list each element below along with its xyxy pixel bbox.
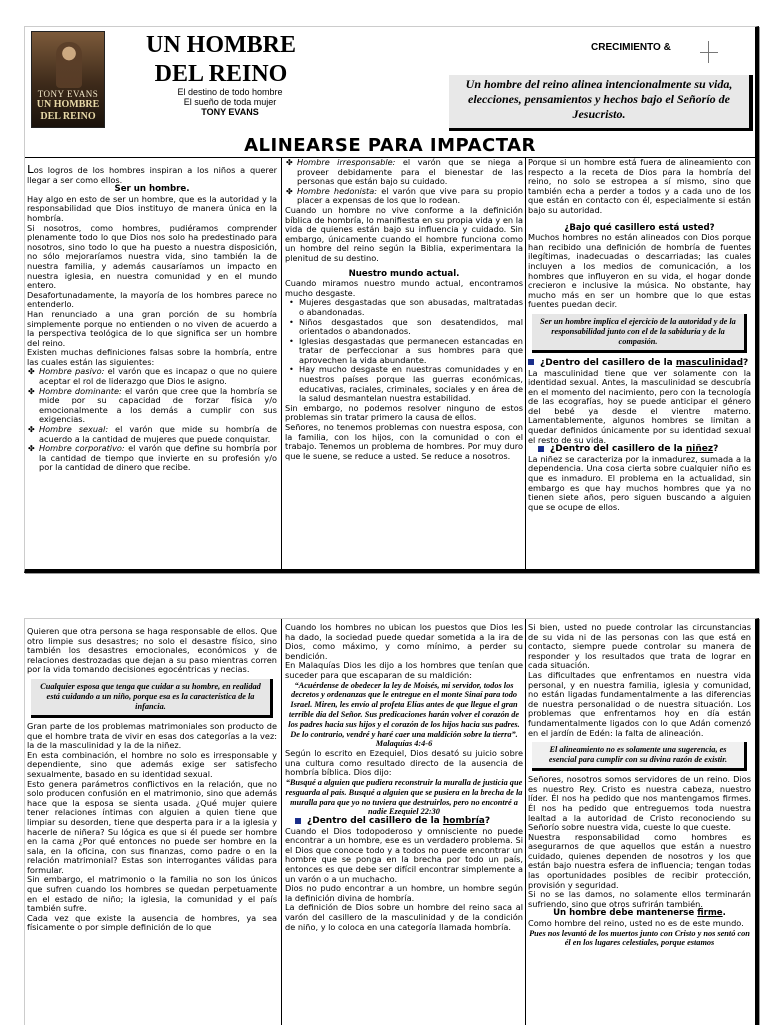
page-header (25, 27, 755, 139)
heading-text: ? (743, 357, 749, 368)
bullet-text: Hay mucho desgaste en nuestras comunidades y en nuestros países porque las guerras económicas, educativas, raciales, criminales, sociales y en área de la salud desmantelan nuestra estabilidad. (299, 364, 523, 404)
false-definition-item (27, 367, 277, 386)
diamond-bullet-icon: ✤ (28, 444, 35, 454)
false-definition-item (27, 425, 277, 444)
subtitle-line-1: El destino de todo hombre (177, 87, 283, 97)
definition-text: el varón que mide su hombría de acuerdo a la cantidad de mujeres que puede conquistar. (39, 424, 277, 444)
heading-text: ? (484, 816, 491, 827)
false-definition-item (27, 444, 277, 473)
paragraph: Muchos hombres no están alineados con Dios porque han recibido una definición de hombría de fuentes ilegítimas, inadecuadas o descarriadas; las cuales incluyen a los medios de comunicación, a los hombres que influyeron en su vida, el hogar donde crecieron e inclusive la música. No obstante, hay mucho más en ser un hombre que lo que estas fuentes puedan decir. (528, 232, 751, 310)
diamond-bullet-icon: ✤ (28, 367, 35, 377)
page2-column-1 (27, 627, 277, 1025)
heading-text: ? (713, 444, 719, 455)
main-title: ALINEARSE PARA IMPACTAR (244, 135, 536, 156)
column-divider-2 (525, 619, 526, 1025)
heading-text: . (722, 908, 726, 919)
book-cover-image (31, 31, 105, 128)
definition-text: el varón que define su hombría por la cantidad de tiempo que invierte en su profesión y/o por la cantidad de dinero que recibe. (39, 443, 277, 473)
paragraph: La definición de Dios sobre un hombre del reino saca al varón del casillero de la masculinidad y de la condición de niño, y lo coloca en una categoría llamada hombría. (285, 902, 523, 932)
bullet-item (285, 318, 523, 337)
definition-term: Hombre hedonista: (297, 185, 378, 196)
paragraph: Si bien, usted no puede controlar las circunstancias de su vida ni de las personas con las que está en contacto, siempre puede controlar su manera de responder y los resultados que trata de lograr en cada situación. (528, 623, 751, 671)
tagline-box: Un hombre del reino alinea intencionalmente su vida, elecciones, pensamientos y hechos bajo el Señorío de Jesucristo. (449, 75, 753, 131)
definition-text: el varón que cree que la hombría se mide por su capacidad de forzar física y/o emocionalmente a los demás a cumplir con sus exigencias. (39, 385, 277, 425)
paragraph: Como hombre del reino, usted no es de este mundo. (528, 918, 744, 929)
definition-text: el varón que se niega a proveer debidamente para el bienestar de las personas que están bajo su cuidado. (297, 158, 523, 187)
page2-column-3 (528, 623, 751, 1025)
paragraph: La niñez se caracteriza por la inmadurez, sumada a la dependencia. Una cosa cierta sobre cualquier niño es que es inmaduro. El problema en la actualidad, sin embargo es que hay muchos hombres que ya no tienen siete años, pero siguen buscando a alguien que se ocupe de ellos. (528, 453, 751, 512)
paragraph: Sin embargo, no podemos resolver ninguno de estos problemas sin tratar primero la causa de ellos. (285, 402, 523, 423)
paragraph: En Malaquías Dios les dijo a los hombres que tenían que suceder para que escaparan de su maldición: (285, 660, 523, 680)
subtitle-line-2: El sueño de toda mujer (183, 97, 277, 107)
drop-cap: L (27, 165, 34, 176)
bullet-item (285, 337, 523, 366)
heading-text: ¿Dentro del casillero de la (307, 816, 443, 827)
heading-ser-un-hombre: Ser un hombre. (114, 184, 190, 195)
diamond-bullet-icon: ✤ (28, 425, 35, 435)
page1-column-3 (528, 158, 751, 569)
paragraph: Señores, nosotros somos servidores de un reino. Dios es nuestro Rey. Cristo es nuestra cabeza, nuestro líder. Él nos ha pedido que nos mantengamos firmes. Él nos ha pedido que entreguemos toda nuestra lealtad a la autoridad de Cristo reconociendo su Señorío sobre nuestra vida, cueste lo que cueste. (528, 774, 751, 833)
paragraph: Han renunciado a una gran porción de su hombría simplemente porque no entienden o no viven de acuerdo a la perspectiva teológica de lo que significa ser un hombre del reino. (27, 308, 277, 348)
page1-column-1 (27, 165, 277, 569)
paragraph: Si no se las damos, no solamente ellos terminarán sufriendo, sino que otros sufrirán también. (528, 889, 751, 909)
paragraph: Existen muchas definiciones falsas sobre la hombría, entre las cuales están las siguientes: (27, 347, 277, 367)
paragraph: Según lo escrito en Ezequiel, Dios desató su juicio sobre una cultura como resultado directo de la ausencia de hombría bíblica. Dios dijo: (285, 748, 523, 778)
bullet-icon: • (289, 297, 294, 308)
heading-underlined: masculinidad (675, 357, 744, 368)
heading-bajo-que-casillero: ¿Bajo qué casillero está usted? (564, 222, 715, 233)
false-definition-item (285, 187, 523, 206)
paragraph: La masculinidad tiene que ver solamente con la identidad sexual. Antes, la masculinidad se descubría en el momento del nacimiento, pero con la tecnología de las ecografías, hoy se puede anticipar el género del bebé ya desde el vientre materno. Lamentablemente, algunos hombres se limitan a quedar definidos únicamente por su identidad sexual el resto de su vida. (528, 367, 751, 445)
cover-figure (56, 42, 82, 88)
paragraph: Porque si un hombre está fuera de alineamiento con respecto a la receta de Dios para la hombría del reino, no solo se estropea a sí mismo, sino que también echa a perder a todos y a cada uno de los que están en contacto con él, especialmente si están bajo su autoridad. (528, 158, 751, 215)
paragraph: Quieren que otra persona se haga responsable de ellos. Que otro limpie sus desastres; no solo el desastre físico, sino también los desastres emocionales, económicos y de relaciones destrozadas que dejan a su paso mientras corren por la vida tomando decisiones egocéntricas y necias. (27, 627, 277, 675)
bullet-text: Iglesias desgastadas que permanecen estancadas en tratar de perfeccionar a sus hombres para que aprovechen la vida abundante. (299, 335, 523, 365)
paragraph: Hay algo en esto de ser un hombre, que es la autoridad y la responsabilidad que Dios instituyo de manera única en la hombría. (27, 193, 277, 223)
paragraph: Desafortunadamente, la mayoría de los hombres parece no entenderlo. (27, 289, 277, 310)
scripture-quote: Pues nos levantó de los muertos junto con Cristo y nos sentó con él en los lugares celestiales, porque estamos (529, 928, 750, 948)
diamond-bullet-icon: ✤ (286, 158, 293, 167)
definition-term: Hombre sexual: (39, 424, 109, 435)
paragraph: Nuestra responsabilidad como hombres es asegurarnos de que aquellos que están a nuestro cuidado, quienes dependen de nosotros y los que están bajo nuestra esfera de influencia; tengan todas las oportunidades posibles de recibir protección, provisión y seguridad. (528, 831, 751, 890)
callout-box: El alineamiento no es solamente una sugerencia, es esencial para cumplir con su divina razón de existir. (532, 742, 747, 771)
definition-term: Hombre irresponsable: (297, 158, 396, 167)
bullet-item (285, 365, 523, 403)
intro-paragraph (27, 165, 277, 185)
definition-term: Hombre dominante: (39, 385, 122, 396)
square-bullet-icon (538, 446, 544, 452)
callout-box: Cualquier esposa que tenga que cuidar a su hombre, en realidad está cuidando a un niño, porque esa es la característica de la infancia. (31, 679, 273, 718)
book-title: UN HOMBRE DEL REINO (146, 32, 296, 87)
definition-term: Hombre corporativo: (39, 443, 125, 454)
author-name: TONY EVANS (201, 107, 259, 117)
scripture-quote: “Busqué a alguien que pudiera reconstruir la muralla de justicia que resguarda al país. Busqué a alguien que se pusiera en la brecha de la muralla para que yo no tuviera que destruirlos, pero no encontré a nadie Ezequiel 22:30 (285, 777, 523, 817)
heading-nuestro-mundo: Nuestro mundo actual. (348, 268, 460, 279)
cover-title-line-2: DEL REINO (40, 111, 96, 122)
heading-text: ¿Dentro del casillero de la (550, 444, 686, 455)
book-subtitle (165, 87, 295, 117)
heading-text: Un hombre debe mantenerse (553, 908, 698, 919)
bullet-icon: • (289, 364, 294, 375)
page2-column-2 (285, 623, 523, 1025)
square-bullet-icon (295, 818, 301, 824)
bullet-icon: • (289, 316, 294, 327)
diamond-bullet-icon: ✤ (286, 186, 293, 196)
paragraph: Cuando el Dios todopoderoso y omnisciente no puede encontrar a un hombre, ese es un verdadero problema. Si el Dios que conoce todo y a todos no puede encontrar un hombre que se ponga en la brecha por todo un país, entonces es que debe ser difícil encontrar simplemente a un varón o a un muchacho. (285, 825, 523, 884)
paragraph: En esta combinación, el hombre no solo es irresponsable y dependiente, sino que además exige ser satisfecho sexualmente, basado en su identidad sexual. (27, 749, 277, 779)
definition-term: Hombre pasivo: (39, 366, 105, 377)
paragraph: Cuando los hombres no ubican los puestos que Dios les ha dado, la sociedad puede quedar sometida a la ira de Dios, como máximo, y como mínimo, a perder su bendición. (285, 623, 523, 661)
paragraph: Gran parte de los problemas matrimoniales son producto de que el hombre trata de vivir en esas dos categorías a la vez: la de la masculinidad y la de la niñez. (27, 720, 277, 751)
intro-text: os logros de los hombres inspiran a los niños a querer llegar a ser como ellos. (27, 165, 277, 185)
paragraph: Las dificultades que enfrentamos en nuestra vida personal, y en nuestra familia, iglesia y comunidad, no están ligadas fundamentalmente a las diferencias de nuestra personalidad o de nuestra situación. Los problemas que enfrentamos hoy en día están fundamentalmente ligados con lo que Adán comenzó en el jardín de Edén: la falta de alineación. (528, 669, 751, 738)
section-tag: CRECIMIENTO & (591, 42, 671, 53)
column-divider-1 (281, 619, 282, 1025)
heading-underlined: firme (697, 908, 723, 919)
paragraph: Esto genera parámetros conflictivos en la relación, que no solo producen confusión en el matrimonio, sino que además hace que la esposa se sienta usada. ¿Qué mujer quiere tener relaciones íntimas con alguien a quien tiene que limpiar su desorden, tiene que desperta para ir a la iglesia y hacerle de niñera? Su lógica es que si él puede ser hombre en la cama ¿Por qué entonces no puede ser hombre en la sala, en la oficina, con sus finanzas, como padre o en la relación matrimonial? Estas son interrogantes válidas para formular. (27, 778, 277, 875)
heading-underlined: hombría (442, 816, 485, 827)
callout-box: Ser un hombre implica el ejercicio de la autoridad y de la responsabilidad junto con el de la sabiduría y de la compasión. (532, 314, 747, 353)
scripture-quote: “Acuérdense de obedecer la ley de Moisés, mi servidor, todos los decretos y ordenanzas que le entregue en el monte Sinaí para todo Israel. Miren, les envío al profeta Elías antes de que llegue el gran terrible día del Señor. Sus predicaciones harán volver el corazón de los padres hacia sus hijos y el corazón de los hijos hacia sus padres. De lo contrario, vendré y haré caer una maldición sobre la tierra”. Malaquías 4:4-6 (288, 680, 520, 749)
paragraph: Si nosotros, como hombres, pudiéramos comprender plenamente todo lo que Dios nos solo ha predestinado para nosotros, sino todo lo que ha puesto a nuestra disposición, no sólo mejoraríamos nuestra vida, sino también la de nuestra familia, y además causaríamos un impacto en nuestra iglesia, en nuestra comunidad y en el mundo entero. (27, 222, 277, 291)
cross-icon (700, 41, 718, 63)
definition-text: el varón que es incapaz o que no quiere aceptar el rol de liderazgo que Dios le asigno. (39, 366, 277, 387)
bullet-item (285, 298, 523, 317)
column-divider-1 (281, 158, 282, 569)
paragraph: Dios no pudo encontrar a un hombre, un hombre según la definición divina de hombría. (285, 883, 523, 903)
paragraph: Sin embargo, el matrimonio o la familia no son los únicos que sufren cuando los hombres se quedan perpetuamente en el estado de niño; la iglesia, la comunidad y el país también sufre. (27, 874, 277, 914)
newsletter-page-2 (24, 618, 759, 1025)
page1-column-2 (285, 158, 523, 569)
newsletter-page-1 (24, 26, 759, 573)
paragraph: Señores, no tenemos problemas con nuestra esposa, con la familia, con los hijos, con la comunidad o con el trabajo. Tenemos un problema de hombres. Por muy duro que le suene, se reduce a usted. Se reduce a nosotros. (285, 422, 523, 461)
square-bullet-icon (528, 359, 534, 365)
heading-underlined: niñez (685, 444, 714, 455)
false-definition-item (285, 158, 523, 187)
bullet-text: Mujeres desgastadas que son abusadas, maltratadas o abandonadas. (299, 297, 523, 317)
paragraph: Cuando miramos nuestro mundo actual, encontramos mucho desgaste. (285, 278, 523, 298)
bullet-text: Niños desgastados que son desatendidos, mal orientados o abandonados. (299, 316, 523, 337)
heading-text: ¿Dentro del casillero de la (540, 357, 676, 368)
false-definition-item (27, 387, 277, 425)
cover-title-line-1: UN HOMBRE (36, 99, 100, 110)
diamond-bullet-icon: ✤ (28, 386, 35, 396)
bullet-icon: • (289, 335, 294, 346)
column-divider-2 (525, 158, 526, 569)
paragraph: Cada vez que existe la ausencia de hombres, ya sea físicamente o por simple definición de lo que (27, 912, 277, 933)
paragraph: Cuando un hombre no vive conforme a la definición bíblica de hombría, lo manifiesta en su propia vida y en la vida de quienes están bajo su influencia y cuidado. Sin embargo, únicamente cuando el hombre funciona como un hombre del reino según la Biblia, experimentara la plenitud de su destino. (285, 204, 523, 263)
definition-text: el varón que vive para su propio placer a expensas de los que lo rodean. (297, 185, 523, 206)
cover-author: TONY EVANS (37, 89, 99, 99)
